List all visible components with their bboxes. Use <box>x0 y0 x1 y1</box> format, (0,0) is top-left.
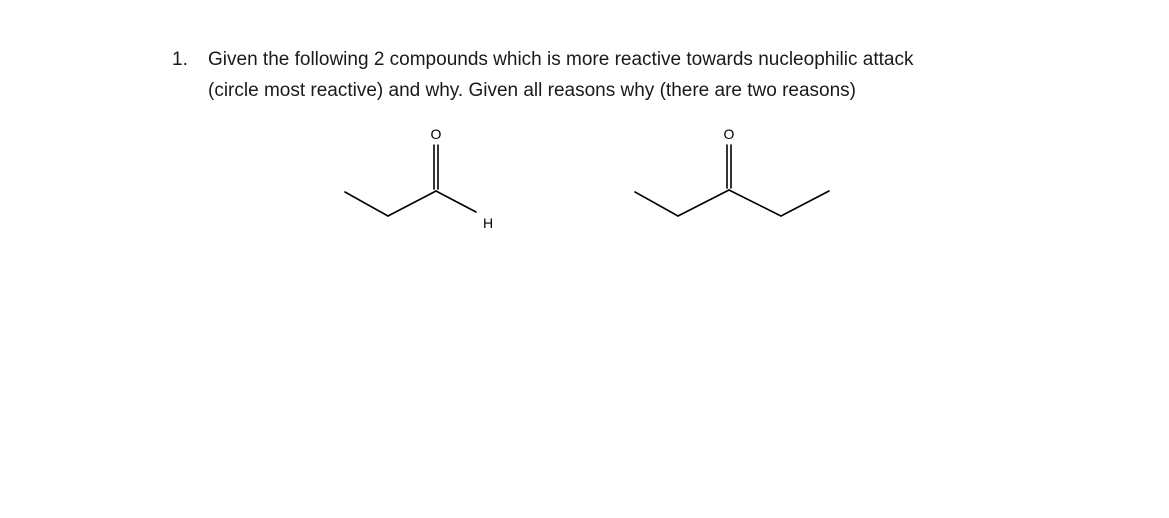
bond-c3-c2 <box>678 190 729 216</box>
bond-c4-c3 <box>635 192 678 216</box>
hydrogen-label: H <box>482 215 494 231</box>
question-block <box>172 44 1072 106</box>
question-number: 1. <box>172 49 188 70</box>
compound-aldehyde <box>345 126 493 231</box>
bond-c1-end <box>781 191 829 216</box>
question-text-line-2: (circle most reactive) and why. Given all reasons why (there are two reasons) <box>208 80 857 101</box>
oxygen-label: O <box>430 126 442 142</box>
oxygen-label: O <box>723 126 735 142</box>
bond-c2-c1 <box>729 190 781 216</box>
compound-ketone <box>635 126 829 216</box>
bond-c2-c1 <box>388 191 436 216</box>
question-line-1 <box>172 44 1072 75</box>
bond-c1-h <box>436 191 476 212</box>
bond-c3-c2 <box>345 192 388 216</box>
question-text-line-1: Given the following 2 compounds which is more reactive towards nucleophilic attack <box>208 49 914 70</box>
